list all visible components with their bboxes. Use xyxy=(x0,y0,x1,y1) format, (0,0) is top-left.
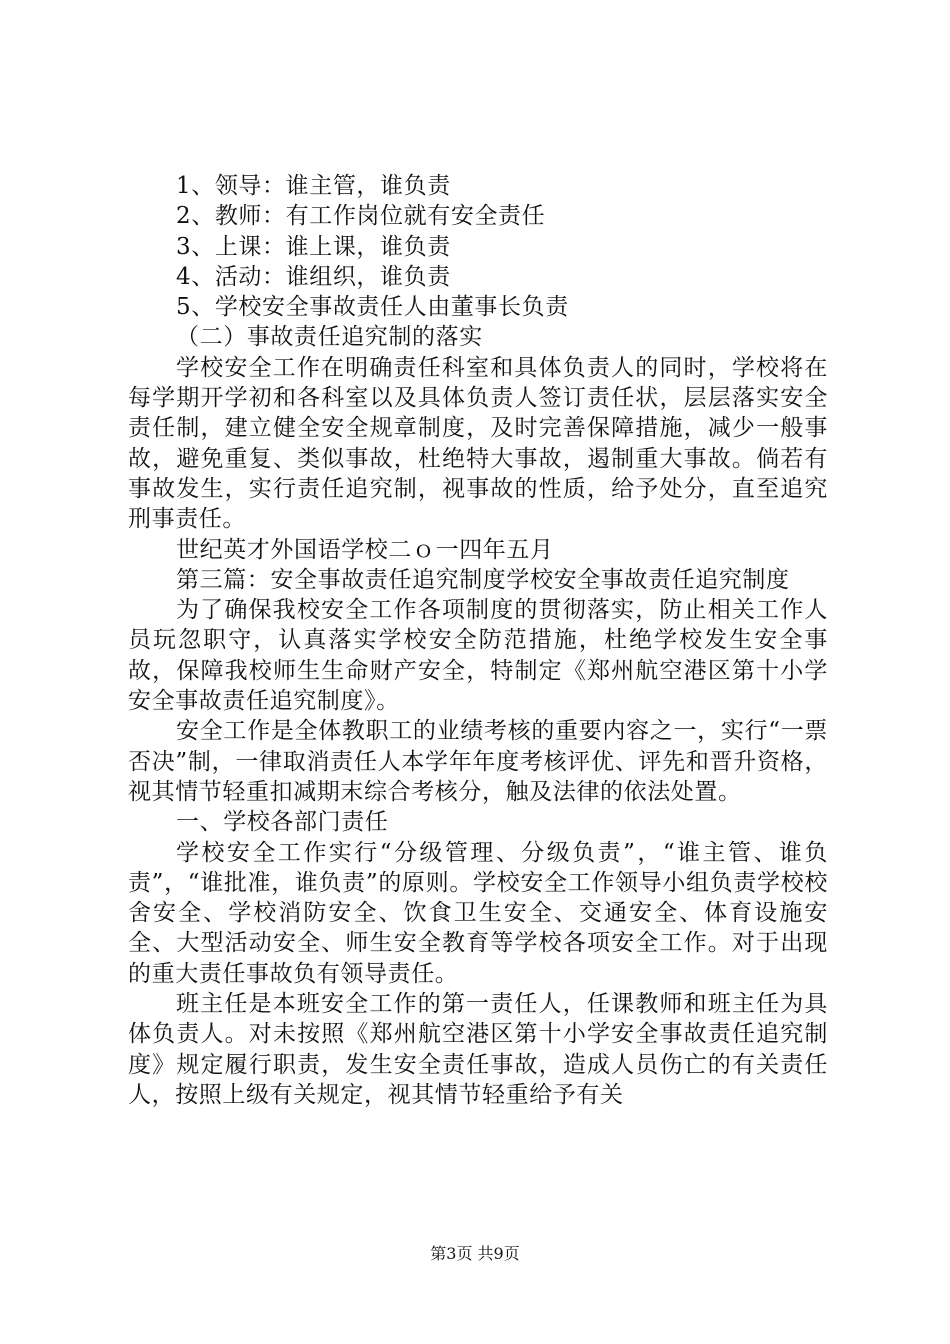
page-number: 第3页 共9页 xyxy=(430,1244,520,1263)
paragraph-head-teacher: 班主任是本班安全工作的第一责任人，任课教师和班主任为具体负责人。对未按照《郑州航空港区第十小学安全事故责任追究制度》规定履行职责，发生安全责任事故，造成人员伤亡的有关责任人，按照上级有关规定，视其情节轻重给予有关 xyxy=(128,991,828,1108)
paragraph-accountability: 学校安全工作在明确责任科室和具体负责人的同时，学校将在每学期开学初和各科室以及具体负责人签订责任状，层层落实安全责任制，建立健全安全规章制度，及时完善保障措施，减少一般事故，避免重复、类似事故，杜绝特大事故，遏制重大事故。倘若有事故发生，实行责任追究制，视事故的性质，给予处分，直至追究刑事责任。 xyxy=(128,354,828,533)
list-item-activity: 4、活动：谁组织，谁负责 xyxy=(176,263,451,290)
section-heading-departments: 一、学校各部门责任 xyxy=(176,809,389,836)
signature-line: 世纪英才外国语学校二ｏ一四年五月 xyxy=(176,536,554,563)
paragraph-purpose: 为了确保我校安全工作各项制度的贯彻落实，防止相关工作人员玩忽职守，认真落实学校安全防范措施，杜绝学校发生安全事故，保障我校师生生命财产安全，特制定《郑州航空港区第十小学安全事故责任追究制度》。 xyxy=(128,597,828,715)
paragraph-departments: 学校安全工作实行“分级管理、分级负责”，“谁主管、谁负责”，“谁批准，谁负责”的原则。学校安全工作领导小组负责学校校舍安全、学校消防安全、饮食卫生安全、交通安全、体育设施安全、大型活动安全、师生安全教育等学校各项安全工作。对于出现的重大责任事故负有领导责任。 xyxy=(128,839,828,987)
list-item-chairman: 5、学校安全事故责任人由董事长负责 xyxy=(176,294,569,321)
list-item-teacher: 2、教师：有工作岗位就有安全责任 xyxy=(176,203,546,230)
list-item-leader: 1、领导：谁主管，谁负责 xyxy=(176,173,451,199)
paragraph-assessment: 安全工作是全体教职工的业绩考核的重要内容之一，实行“一票否决”制，一律取消责任人本学年年度考核评优、评先和晋升资格，视其情节轻重扣减期末综合考核分，触及法律的依法处置。 xyxy=(128,718,828,805)
document-body xyxy=(128,171,828,1110)
section-heading-accountability: （二）事故责任追究制的落实 xyxy=(176,324,483,351)
chapter-title: 第三篇：安全事故责任追究制度学校安全事故责任追究制度 xyxy=(176,566,790,593)
list-item-class: 3、上课：谁上课，谁负责 xyxy=(176,233,451,260)
